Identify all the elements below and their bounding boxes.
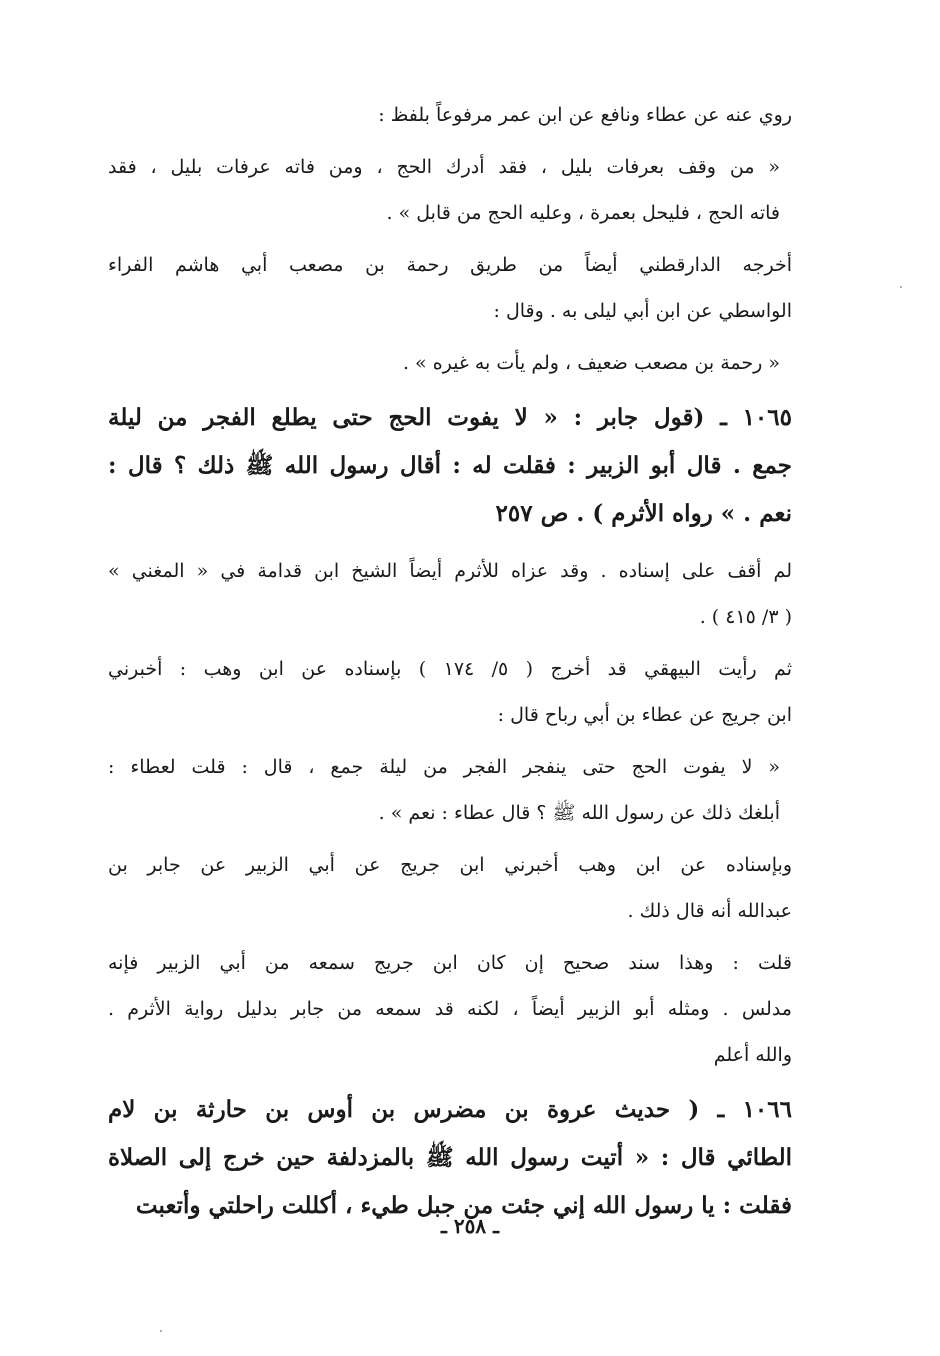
text-line: الواسطي عن ابن أبي ليلى به . وقال : — [493, 300, 792, 322]
text-line: روي عنه عن عطاء ونافع عن ابن عمر مرفوعاً بلفظ : — [378, 104, 792, 126]
text-line: فقلت : يا رسول الله إني جئت من جبل طيء ، أكللت راحلتي وأتعبت — [135, 1192, 792, 1219]
text-line: ابن جريج عن عطاء بن أبي رباح قال : — [497, 704, 792, 726]
hadith-heading — [108, 1086, 792, 1230]
paragraph — [108, 842, 792, 934]
text-line: ١٠٦٥ ـ (قول جابر : « لا يفوت الحج حتى يطلع الفجر من ليلة — [108, 404, 792, 431]
paragraph — [108, 242, 792, 334]
text-line: والله أعلم — [713, 1044, 792, 1066]
text-line: ثم رأيت البيهقي قد أخرج ( ٥/ ١٧٤ ) بإسناده عن ابن وهب : أخبرني — [108, 658, 792, 680]
quoted-text — [108, 744, 792, 836]
text-line: مدلس . ومثله أبو الزبير أيضاً ، لكنه قد سمعه من جابر بدليل رواية الأثرم . — [108, 998, 792, 1020]
paragraph — [108, 92, 792, 138]
text-line: عبدالله أنه قال ذلك . — [627, 900, 792, 922]
text-line: « رحمة بن مصعب ضعيف ، ولم يأت به غيره » . — [402, 352, 780, 374]
page-body — [108, 92, 792, 1240]
text-line: أخرجه الدارقطني أيضاً من طريق رحمة بن مصعب أبي هاشم الفراء — [108, 254, 792, 276]
quoted-text — [108, 144, 792, 236]
text-line: جمع . قال أبو الزبير : فقلت له : أقال رسول الله ﷺ ذلك ؟ قال : — [108, 452, 792, 479]
text-line: « لا يفوت الحج حتى ينفجر الفجر من ليلة جمع ، قال : قلت لعطاء : — [108, 756, 780, 778]
paragraph — [108, 646, 792, 738]
text-line: أبلغك ذلك عن رسول الله ﷺ ؟ قال عطاء : نعم » . — [378, 802, 780, 824]
scan-speck — [160, 1330, 162, 1332]
page-number: ـ ٢٥٨ ـ — [441, 1214, 499, 1238]
text-line: الطائي قال : « أتيت رسول الله ﷺ بالمزدلفة حين خرج إلى الصلاة — [108, 1144, 792, 1171]
text-line: لم أقف على إسناده . وقد عزاه للأثرم أيضاً الشيخ ابن قدامة في « المغني » — [108, 560, 792, 582]
text-line: « من وقف بعرفات بليل ، فقد أدرك الحج ، ومن فاته عرفات بليل ، فقد — [108, 156, 780, 178]
text-line: ١٠٦٦ ـ ( حديث عروة بن مضرس بن أوس بن حارثة بن لام — [108, 1096, 792, 1123]
paragraph — [108, 548, 792, 640]
text-line: نعم . » رواه الأثرم ) . ص ٢٥٧ — [495, 500, 792, 527]
quoted-text — [108, 340, 792, 386]
text-line: فاته الحج ، فليحل بعمرة ، وعليه الحج من قابل » . — [386, 202, 780, 224]
paragraph — [108, 940, 792, 1078]
text-line: وبإسناده عن ابن وهب أخبرني ابن جريج عن أبي الزبير عن جابر بن — [108, 854, 792, 876]
text-line: ( ٣/ ٤١٥ ) . — [699, 606, 792, 628]
scan-speck — [900, 286, 902, 288]
hadith-heading — [108, 394, 792, 538]
text-line: قلت : وهذا سند صحيح إن كان ابن جريج سمعه من أبي الزبير فإنه — [108, 952, 792, 974]
